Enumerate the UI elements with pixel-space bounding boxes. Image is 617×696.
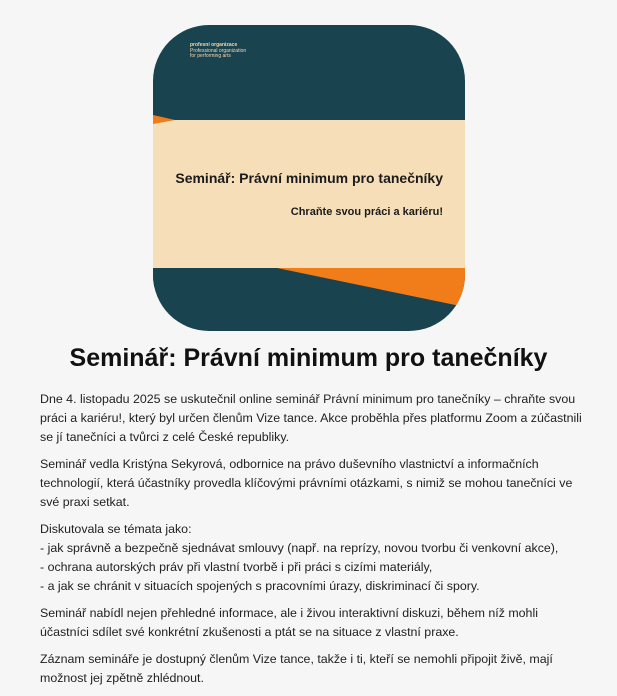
topics-block <box>40 520 585 596</box>
paragraph-intro: Dne 4. listopadu 2025 se uskutečnil online seminář Právní minimum pro tanečníky – chraňte svou práci a kariéru!, který byl určen členům Vize tance. Akce proběhla přes platformu Zoom a zúčastnili se jí tanečníci a tvůrci z celé České republiky. <box>40 392 582 444</box>
article-heading: Seminář: Právní minimum pro tanečníky <box>69 344 548 372</box>
org-line-3: for performing arts <box>190 53 231 60</box>
org-line-1: profesní organizace <box>190 42 238 48</box>
paragraph-recording: Záznam semináře je dostupný členům Vize tance, takže i ti, kteří se nemohli připojit živě, mají možnost jej zpětně zhlédnout. <box>40 652 553 685</box>
paragraph-discussion: Seminář nabídl nejen přehledné informace, ale i živou interaktivní diskuzi, během níž mohli účastníci sdílet své konkrétní zkušenosti a ptát se na situace z vlastní praxe. <box>40 606 538 639</box>
org-line-2: Professional organization <box>190 47 247 54</box>
teal-wedge-bottom <box>153 268 277 287</box>
topic-item: - jak správně a bezpečně sjednávat smlouvy (např. na reprízy, novou tvorbu či venkovní akce), <box>40 541 559 555</box>
orange-wedge-bottom <box>277 268 465 307</box>
topic-item: - ochrana autorských práv při vlastní tvorbě i při práci s cizími materiály, <box>40 560 433 574</box>
paragraph-lecturer: Seminář vedla Kristýna Sekyrová, odbornice na právo duševního vlastnictví a informačních technologií, která účastníky provedla klíčovými právními otázkami, s nimiž se mohou tanečníci ve své praxi setkat. <box>40 457 573 509</box>
topic-item: - a jak se chránit v situacích spojených s pracovními úrazy, diskriminací či spory. <box>40 579 480 593</box>
orange-wedge-top <box>153 115 175 124</box>
topics-intro: Diskutovala se témata jako: <box>40 522 192 536</box>
org-logo-text <box>190 43 246 60</box>
hero-subtitle: Chraňte svou práci a kariéru! <box>290 206 443 218</box>
hero-title: Seminář: Právní minimum pro tanečníky <box>175 170 443 186</box>
hero-image <box>153 25 465 331</box>
article-body <box>40 390 585 696</box>
